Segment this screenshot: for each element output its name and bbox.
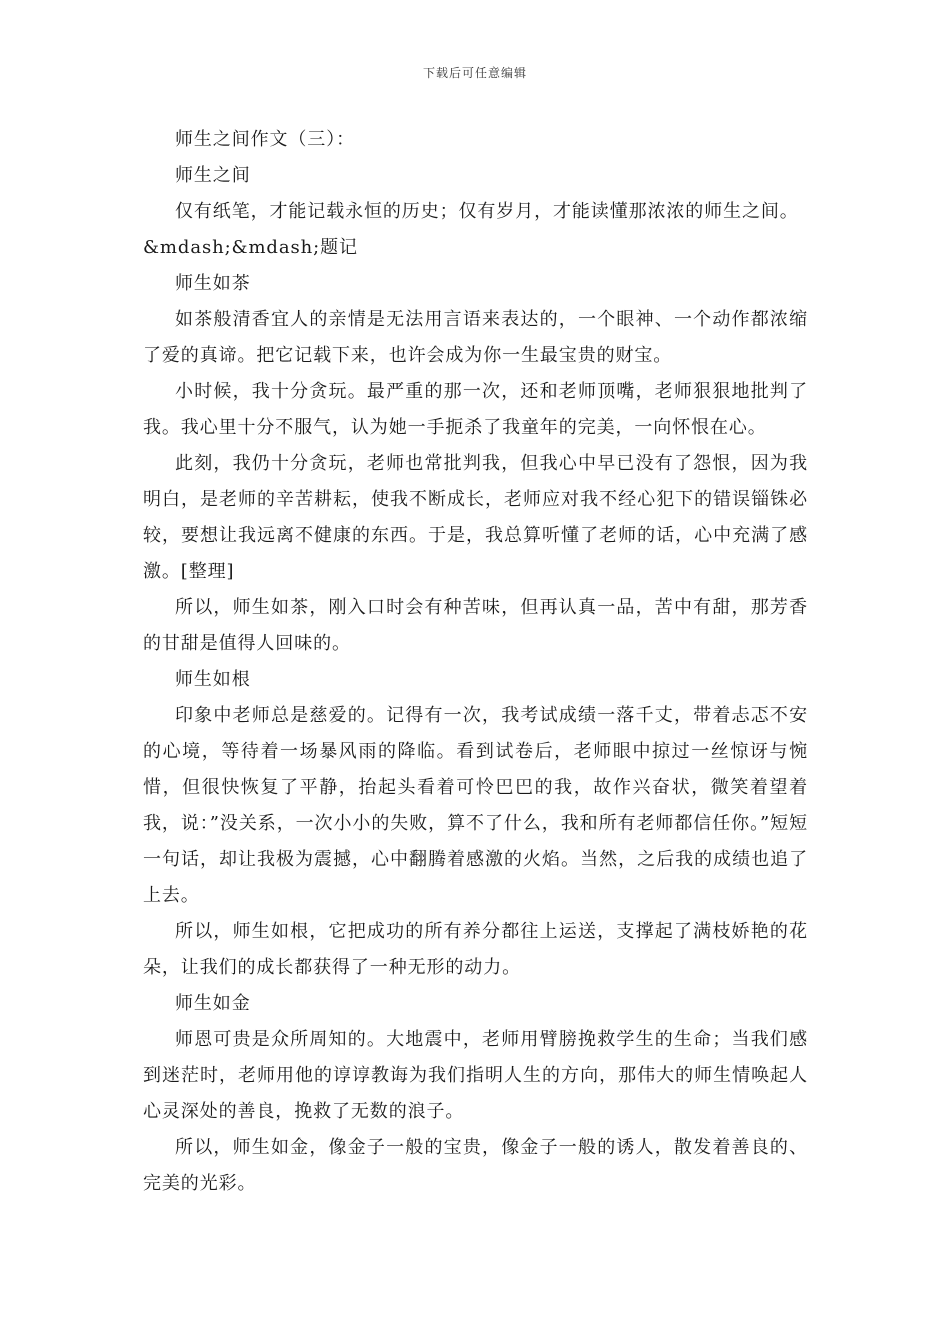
paragraph: 小时候，我十分贪玩。最严重的那一次，还和老师顶嘴，老师狠狠地批判了我。我心里十分不服气，认为她一手扼杀了我童年的完美，一向怀恨在心。 <box>143 381 808 438</box>
paragraph: 此刻，我仍十分贪玩，老师也常批判我，但我心中早已没有了怨恨，因为我明白，是老师的辛苦耕耘，使我不断成长，老师应对我不经心犯下的错误锱铢必较，要想让我远离不健康的东西。于是，我总算听懂了老师的话，心中充满了感激。[整理] <box>143 453 808 582</box>
page-header-note: 下载后可任意编辑 <box>422 66 527 80</box>
paragraph: 所以，师生如金，像金子一般的宝贵，像金子一般的诱人，散发着善良的、完美的光彩。 <box>143 1137 808 1194</box>
paragraph: 所以，师生如根，它把成功的所有养分都往上运送，支撑起了满枝娇艳的花朵，让我们的成长都获得了一种无形的动力。 <box>143 921 808 978</box>
paragraph: 仅有纸笔，才能记载永恒的历史；仅有岁月，才能读懂那浓浓的师生之间。 <box>175 201 799 222</box>
paragraph: 所以，师生如茶，刚入口时会有种苦味，但再认真一品，苦中有甜，那芳香的甘甜是值得人回味的。 <box>143 597 808 654</box>
article-subtitle: 师生之间 <box>175 165 251 186</box>
section-heading-gold: 师生如金 <box>175 993 251 1014</box>
section-heading-root: 师生如根 <box>175 669 251 690</box>
paragraph: 师恩可贵是众所周知的。大地震中，老师用臂膀挽救学生的生命；当我们感到迷茫时，老师用他的谆谆教诲为我们指明人生的方向，那伟大的师生情唤起人心灵深处的善良，挽救了无数的浪子。 <box>143 1029 808 1122</box>
paragraph: 如茶般清香宜人的亲情是无法用言语来表达的，一个眼神、一个动作都浓缩了爱的真谛。把它记载下来，也许会成为你一生最宝贵的财宝。 <box>143 309 808 366</box>
article-title: 师生之间作文（三）： <box>175 129 355 150</box>
section-heading-tea: 师生如茶 <box>175 273 251 294</box>
paragraph: 印象中老师总是慈爱的。记得有一次，我考试成绩一落千丈，带着忐忑不安的心境，等待着一场暴风雨的降临。看到试卷后，老师眼中掠过一丝惊讶与惋惜，但很快恢复了平静，抬起头看着可怜巴巴的我，故作兴奋状，微笑着望着我，说：”没关系，一次小小的失败，算不了什么，我和所有老师都信任你。”短短一句话，却让我极为震撼，心中翻腾着感激的火焰。当然，之后我的成绩也追了上去。 <box>143 705 808 906</box>
article-body <box>143 122 808 1202</box>
epigraph-attribution: &mdash;&mdash;题记 <box>143 237 358 258</box>
